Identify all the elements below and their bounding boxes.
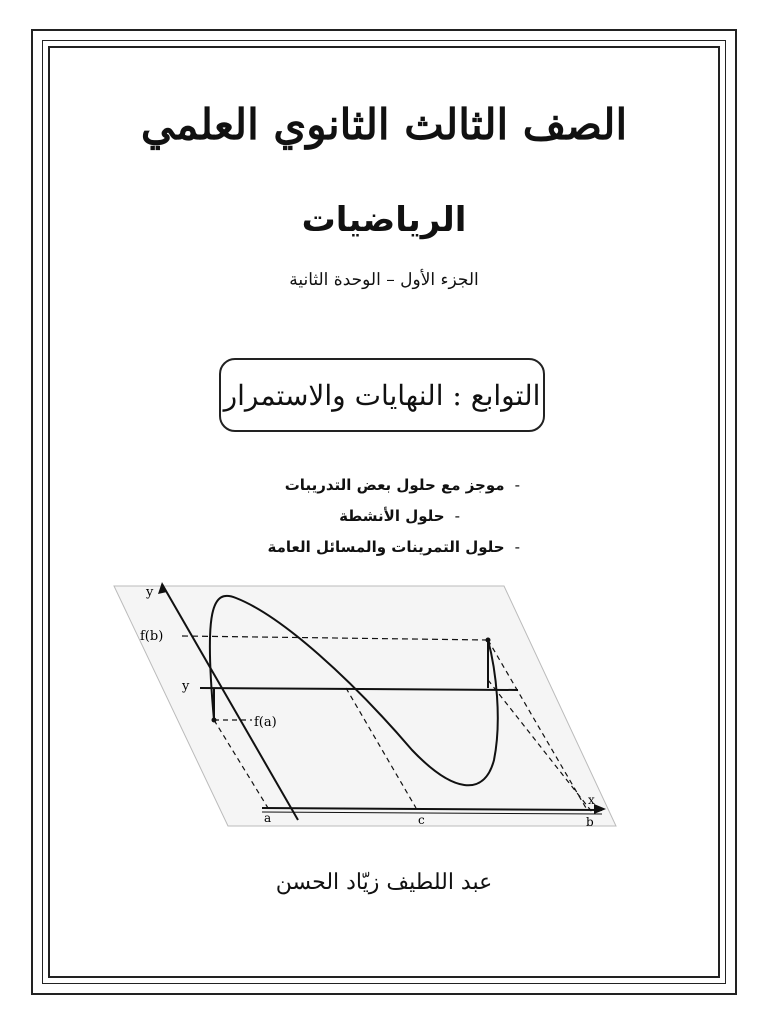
unit-title: التوابع : النهايات والاستمرار	[223, 378, 541, 412]
c-label: c	[418, 813, 425, 827]
list-dash: -	[514, 476, 520, 494]
grade-heading: الصف الثالث الثانوي العلمي	[140, 100, 628, 149]
list-item-label: حلول الأنشطة	[339, 507, 445, 525]
list-dash: -	[454, 507, 460, 525]
subject-heading: الرياضيات	[301, 200, 467, 240]
fa-label: f(a)	[254, 715, 277, 730]
intermediate-value-figure	[112, 580, 618, 828]
list-item	[250, 532, 520, 563]
y-level-label: y	[182, 679, 190, 694]
contents-list	[250, 470, 520, 563]
b-label: b	[586, 815, 594, 828]
list-item-label: موجز مع حلول بعض التدريبات	[284, 476, 505, 494]
author-name: عبد اللطيف زيّاد الحسن	[275, 870, 493, 895]
x-axis-label: x	[588, 793, 595, 807]
point-b	[486, 638, 491, 643]
fb-label: f(b)	[140, 629, 164, 644]
part-subtitle: الجزء الأول – الوحدة الثانية	[289, 270, 479, 290]
point-a	[212, 718, 217, 723]
unit-title-box	[219, 358, 545, 432]
a-label: a	[264, 811, 272, 825]
list-dash: -	[514, 538, 520, 556]
list-item	[250, 470, 520, 501]
figure-plane	[114, 586, 616, 826]
list-item-label: حلول التمرينات والمسائل العامة	[267, 538, 505, 556]
list-item	[250, 501, 520, 532]
y-axis-label: y	[146, 585, 154, 600]
